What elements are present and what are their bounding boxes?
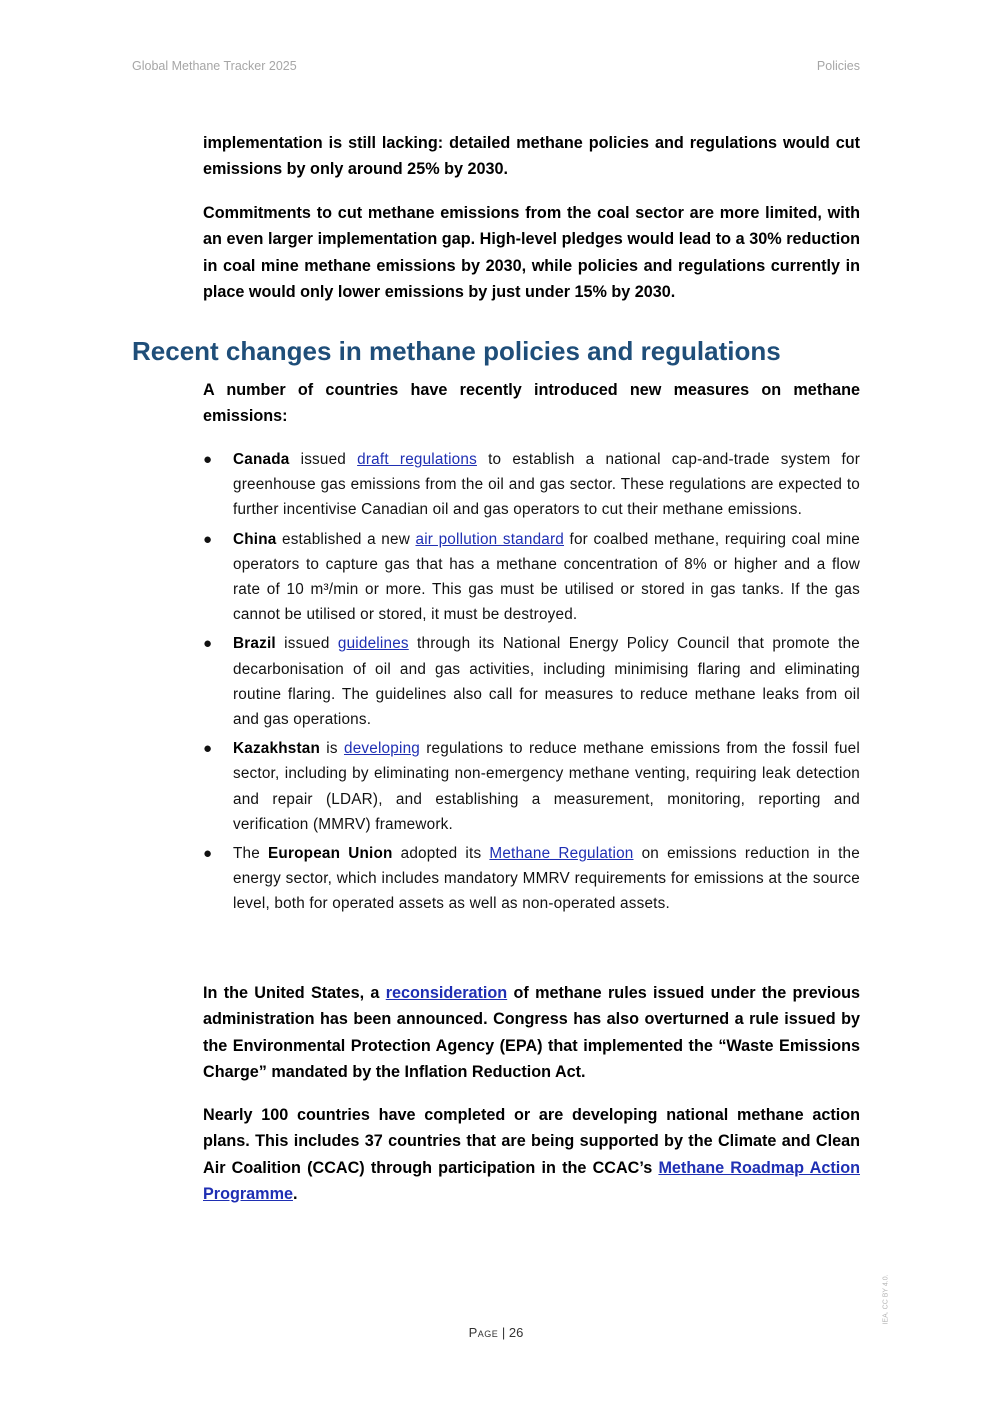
link-draft-regulations[interactable]: draft regulations (357, 451, 477, 468)
bullet-icon: ● (203, 635, 213, 653)
list-item-european-union: ● The European Union adopted its Methane Regulation on emissions reduction in the energy sector, which includes mandatory MMRV requirements for emissions at the source level, both for operated assets as well as non-operated assets. (203, 841, 860, 917)
link-reconsideration[interactable]: reconsideration (385, 984, 508, 1002)
country-name: China (233, 530, 277, 548)
link-guidelines[interactable]: guidelines (337, 635, 409, 653)
link-developing[interactable]: developing (343, 740, 420, 758)
list-item-china: ● China established a new air pollution standard for coalbed methane, requiring coal mine operators to capture gas that has a methane concentration of 8% or higher and a flow rate of 10 m³/min or more. This gas must be utilised or stored in gas tanks. If the gas cannot be utilised or stored, it must be destroyed. (203, 527, 860, 628)
copyright-vertical-label: IEA. CC BY 4.0. (882, 1274, 890, 1325)
page-separator: | (498, 1325, 509, 1340)
running-header-section: Policies (816, 59, 860, 73)
bullet-icon: ● (203, 845, 213, 863)
page-label: Page (468, 1325, 499, 1340)
countries-paragraph: Nearly 100 countries have completed or are developing national methane action plans. This includes 37 countries that are being supported by the Climate and Clean Air Coalition (CCAC) through participation in the CCAC’s Methane Roadmap Action Programme. (203, 1106, 860, 1203)
link-methane-regulation[interactable]: Methane Regulation (489, 845, 634, 863)
us-paragraph: In the United States, a reconsideration of methane rules issued under the previous administration has been announced. Congress has also overturned a rule issued by the Environmental Protection Agency (EPA) that implemented the “Waste Emissions Charge” mandated by the Inflation Reduction Act. (203, 984, 860, 1081)
policy-changes-list (203, 447, 860, 921)
list-item-kazakhstan: ● Kazakhstan is developing regulations to reduce methane emissions from the fossil fuel sector, including by eliminating non-emergency methane venting, requiring leak detection and repair (LDAR), and establishing a measurement, monitoring, reporting and verification (MMRV) framework. (203, 736, 860, 837)
page-number: 26 (508, 1325, 524, 1340)
intro-paragraph-1: implementation is still lacking: detailed methane policies and regulations would cut emissions by only around 25% by 2030. (203, 134, 860, 179)
country-name: Canada (233, 451, 290, 468)
running-header-title: Global Methane Tracker 2025 (132, 59, 297, 73)
link-methane-roadmap-action-programme[interactable]: Methane Roadmap Action Programme (203, 1158, 860, 1203)
list-item-brazil: ● Brazil issued guidelines through its National Energy Policy Council that promote the decarbonisation of oil and gas activities, including minimising flaring and eliminating routine flaring. The guidelines also call for measures to reduce methane leaks from oil and gas operations. (203, 631, 860, 732)
bullet-icon: ● (203, 451, 213, 468)
list-item-canada: ● Canada issued draft regulations to establish a national cap-and-trade system for greenhouse gas emissions from the oil and gas sector. These regulations are expected to further incentivise Canadian oil and gas operators to cut their methane emissions. (203, 447, 860, 523)
section-lead-paragraph: A number of countries have recently introduced new measures on methane emissions: (203, 381, 860, 426)
country-name: European Union (268, 845, 393, 863)
bullet-icon: ● (203, 740, 213, 758)
country-name: Brazil (233, 635, 276, 653)
link-air-pollution-standard[interactable]: air pollution standard (415, 530, 565, 548)
page-footer (0, 1325, 992, 1340)
country-name: Kazakhstan (233, 740, 321, 758)
intro-paragraph-2: Commitments to cut methane emissions from the coal sector are more limited, with an even larger implementation gap. High-level pledges would lead to a 30% reduction in coal mine methane emissions by 2030, while policies and regulations currently in place would only lower emissions by just under 15% by 2030. (203, 204, 860, 301)
section-heading: Recent changes in methane policies and regulations (132, 336, 781, 366)
bullet-icon: ● (203, 530, 213, 548)
